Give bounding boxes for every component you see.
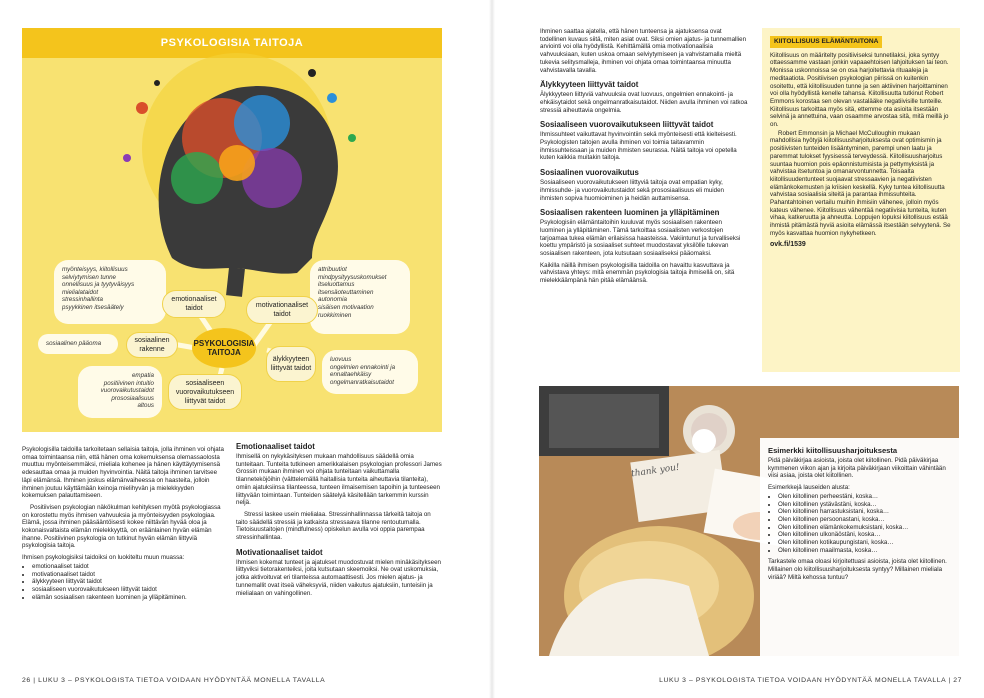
gratitude-box [762,28,960,372]
list-item: • Olen kiitollinen persoonastani, koska… [778,516,951,524]
node-emotional: emotionaaliset taidot [162,290,226,318]
node-center: PSYKOLOGISIA TAITOJA [192,328,256,368]
paragraph: Pidä päiväkirjaa asioista, joista olet kiitollinen. Pidä päiväkirjaa kymmenen viikon ajan ja kirjoita päiväkirjaan viikoittain vähintään viisi asiaa, joista olet kiitollinen. [768,457,946,480]
list-item: • Olen kiitollinen maailmasta, koska… [778,547,951,555]
paragraph: Sosiaaliseen vuorovaikutukseen liittyviä taitoja ovat empatian kyky, ihmissuhde- ja vuorovaikutustaidot sekä prososiaalisuus eli muiden ihmisten sopiva huomioiminen ja heidän auttamisensa. [540,179,725,202]
paragraph: Älykkyyteen liittyviä vahvuuksia ovat luovuus, ongelmien ennakointi- ja ehkäisytaidot sekä ongelmanratkaisutaidot. Niiden avulla ihminen voi ratkoa stressiä aiheuttavia ongelmia. [540,91,748,114]
note-cognitive: luovuus ongelmien ennakointi ja ennaltaehkäisy ongelmanratkaisutaidot [322,350,418,394]
list-intro: Esimerkkejä lauseiden alusta: [768,484,850,492]
list-item: • emotionaaliset taidot [32,563,228,571]
page-footer-left: 26 | LUKU 3 – PSYKOLOGISTA TIETOA VOIDAAN HYÖDYNTÄÄ MONELLA TAVALLA [22,677,326,684]
paragraph: Robert Emmonsin ja Michael McCulloughin mukaan mahdollisia hyötyjä kiitollisuusharjoituksesta ovat optimismin ja positiivisten tunteiden lisääntyminen, parempi unen laatu ja paremmat tulokset fyysisessä terveydessä. Kiitollisuusharjoitus suuntaa huomion pois epäonnistumisista ja pettymyksistä ja vahvistaa itsetuntoa ja omanarvontunnetta. Toisaalta kiitollisuudentunteet suojaavat stressaavien ja negatiivisten elämänkokemusten ja kriisien keskellä. Kyky tuntea kiitollisuutta vahvistaa sosiaalisia siteitä ja parantaa ihmissuhteita. Pahantahtoinen vertailu muihin ihmisiin vähenee, jolloin myös kateus vähenee. Kiitollisuus vähentää negatiivisia tunteita, kuten vihaa, katkeruutta ja ahneutta. Loppujen lopuksi kiitollisuus estää ihmistä pitämästä hyviä asioita elämässä itsestään selvyytenä. Se myös kasvattaa huomion nykyhetkeen. [770,129,951,237]
list-item: • Olen kiitollinen perheestäni, koska… [778,493,951,501]
page-footer-right: LUKU 3 – PSYKOLOGISTA TIETOA VOIDAAN HYÖDYNTÄÄ MONELLA TAVALLA | 27 [659,677,962,684]
paragraph: Ihmisellä on nykykäsityksen mukaan mahdollisuus säädellä omia tunteitaan. Tunteita tutkineen amerikkalaisen psykologian professori James Grossin mukaan ihminen voi ohjata tunteitaan vaikuttamalla tilanneteköjöihin (välttelemällä haitallisia tunteita aiheuttavia tilanteita), omiin ajatuksiinsa tilanteessa, tunteen ilmaisemisen tapoihin ja tunteeseen liittyvään toimintaan. Tunteiden säätelyä käsitellään tarkemmin kurssin neljä. [236,453,442,507]
mindmap-figure [22,28,442,432]
left-column-1 [22,446,228,601]
list-intro: Ihmisen psykologisiksi taidoiksi on luokiteltu muun muassa: [22,554,185,562]
example-list [768,493,951,555]
heading: Sosiaalisen rakenteen luominen ja ylläpitäminen [540,208,720,218]
mindmap-title: PSYKOLOGISIA TAITOJA [22,28,442,58]
right-column-1 [540,28,748,289]
reference-link[interactable]: ovk.fi/1539 [770,240,806,248]
paragraph: Ihminen saattaa ajatella, että hänen tunteensa ja ajatuksensa ovat todellinen kuvaus siitä, miten asiat ovat. Siksi omien ajatus- ja tunnemallien arviointi voi olla hyödyllistä. Kehittämällä omia motivationaalisia vahvuuksiaan, kuten uskoa omaan selviytymiseen ja vahvistamalla mieltä tukevia selitysmalleja, ihminen voi ohjata omaa toimintaansa minuutta vahvistavalla tavalla. [540,28,747,74]
list-item: • sosiaaliseen vuorovaikutukseen liittyvät taidot [32,586,228,594]
list-item: • motivationaaliset taidot [32,571,228,579]
skills-list [22,563,228,602]
list-item: • älykkyyteen liittyvät taidot [32,578,228,586]
note-emotional: myönteisyys, kiitollisuus selviytymisen tunne onnellisuus ja tyytyväisyys mielialataidot stressinhallinta psyykkinen itsesäätely [54,260,166,324]
heading: Emotionaaliset taidot [236,442,315,451]
thank-you-card-text: thank you! [630,462,681,480]
note-motivational: attribuutiot mindpysityysuskomukset itseluottamus itsensäoteuttaminen autonomia sisäisen motivaation ruokkiminen [310,260,410,334]
heading: Motivationaaliset taidot [236,547,323,557]
list-item: • Olen kiitollinen kotikaupungistani, koska… [778,539,951,547]
list-item: • Olen kiitollinen ulkonäöstäni, koska… [778,531,951,539]
heading: Älykkyyteen liittyvät taidot [540,80,639,90]
list-item: • Olen kiitollinen ystävästäni, koska… [778,501,951,509]
note-social-interaction: empatia positiivinen intuitio vuorovaikutustaidot prososiaalisuus altous [78,366,162,418]
intro-paragraph: Psykologisilla taidoilla tarkoitetaan sellaisia taitoja, jolla ihminen voi ohjata omaa toimintaansa niin, että hänen oma kokemuksensa olemassaolosta muuttuu myönteisemmäksi, mieliala kohenee ja hänen käyttäytymisensä edesauttaa omaa ja muiden hyvinvointia. Näitä taitoja ihminen tarvitsee läpi elämänsä. Ihminen joskus elämänvaiheessa on haasteita, jolloin ihminen joutuu käyttämään keinoja mielihyvän ja mielekkyyden kokemuksen palauttamiseen. [22,446,224,500]
paragraph: Kiitollisuus on määritelty positiiviseksi tunnetilaksi, joka syntyy ottaessamme vastaan jonkin vapaaehtoisen lahjoituksen tai teon. Monissa uskonnoissa se on osa harjoitettavia rituaaleja ja meditaatiota. Positiivisen psykologian piirissä on kuitenkin osoitettu, että kiitollisuuden tunne ja sen aktiivinen harjoittaminen voi olla hyödyllistä kenelle tahansa. Kiitollisuutta tutkinut Robert Emmons korostaa sen olevan vastalääke negatiivisille tunteille. Kiitollisuus tarkoittaa myös sitä, ettemme ota asioita itsestään selvinä ja annettuina, vaan osaamme arvostaa sitä, mitä meillä jo on. [770,51,949,129]
list-item: • elämän sosiaalisen rakenteen luominen ja ylläpitäminen. [32,594,228,602]
paragraph: Psykologisiin elämäntaitoihin kuuluvat myös sosiaalisen rakenteen luominen ja ylläpitäminen. Tämä tarkoittaa sosiaalisten verkostojen tarjoamaa tukea elämän erilaisissa haasteissa. Vakiintunut ja turvalliseksi koettu ympäristö ja sosiaaliset suhteet muodostavat yksilölle tukevan sosiaalisen rakenteen, jota kutsutaan sosiaaliseksi pääomaksi. [540,219,741,258]
heading: Sosiaaliseen vuorovaikutukseen liittyvät taidot [540,120,714,130]
node-motivational: motivationaaliset taidot [246,296,318,324]
heading: Sosiaalinen vuorovaikutus [540,168,639,178]
paragraph: Ihmisen kokemat tunteet ja ajatukset muodostuvat mielen minäkäsitykseen liittyviksi tietorakenteiksi, joita kutsutaan skeemoiksi. Ne ovat uskomuksia, jotka aktivoituvat eri tilanteissa automaattisesti. Jos mielen ajatus- ja tunnemallit ovat itseä väheksyviä, niiden vaikutus ajatuksiin, tunteisiin ja mielialaan on vahingollinen. [236,558,441,597]
node-social-network: sosiaalinen rakenne [126,332,178,358]
box-heading: Esimerkki kiitollisuusharjoituksesta [768,446,898,455]
list-item: • Olen kiitollinen elämänkokemuksistani, koska… [778,524,951,532]
note-social-network: sosiaalinen pääoma [38,334,118,354]
paragraph: Stressi laskee usein mielialaa. Stressinhallinnassa tärkeitä taitoja on taito säädellä stressiä ja katkaista stressaava tilanne rentoutumalla. Tietoisuustaitojen (mindfulness) opiskelun avulla voi oppia parempaa stressinhallintaa. [236,510,431,542]
paragraph: Kaikilla näillä ihmisen psykologisilla taidoilla on havaittu kasvuttava ja vahvistava yhteys: mitä enemmän psykologisia taitoja ihmisellä on, sitä mielekkäämpänä hän pitää elämäänsä. [540,261,735,285]
paragraph: Positiivisen psykologian näkökulman kehityksen myötä psykologiassa on korostettu myös ihmisen vahvuuksia ja myönteisyyden psykologiaa. Elämä, jossa ihminen pääsääntöisesti kokee niittävän hyvää oloa ja kokonaisvaltaista elämän mielekkyyttä, on eräänlainen hyvän elämän ihanne. Positiivinen psykologia on tutkinut hyvän elämän liittyviä psykologisia taitoja. [22,503,221,550]
left-column-2 [236,442,444,601]
list-item: • Olen kiitollinen harrastuksistani, koska… [778,508,951,516]
box-heading: KIITOLLISUUS ELÄMÄNTAITONA [770,36,882,48]
node-social-interaction: sosiaaliseen vuorovaikutukseen liittyvät taidot [168,374,242,410]
example-box [760,438,959,656]
paragraph: Tarkastele omaa oloasi kirjoitettuasi asioista, joista olet kiitollinen. Millainen olo kiitollisuusharjoituksesta syntyy? Millainen mieliala viriää? Miltä kehossa tuntuu? [768,558,947,581]
paragraph: Ihmissuhteet vaikuttavat hyvinvointiin sekä myönteisesti että kielteisesti. Psykologisten taitojen avulla ihminen voi toimia taitavammin ihmissuhteissaan ja muiden ihmisten seurassa. Näitä taitoja voi opetella kuten kaikkia muitakin taitoja. [540,131,737,162]
node-cognitive: älykkyyteen liittyvät taidot [266,346,316,382]
